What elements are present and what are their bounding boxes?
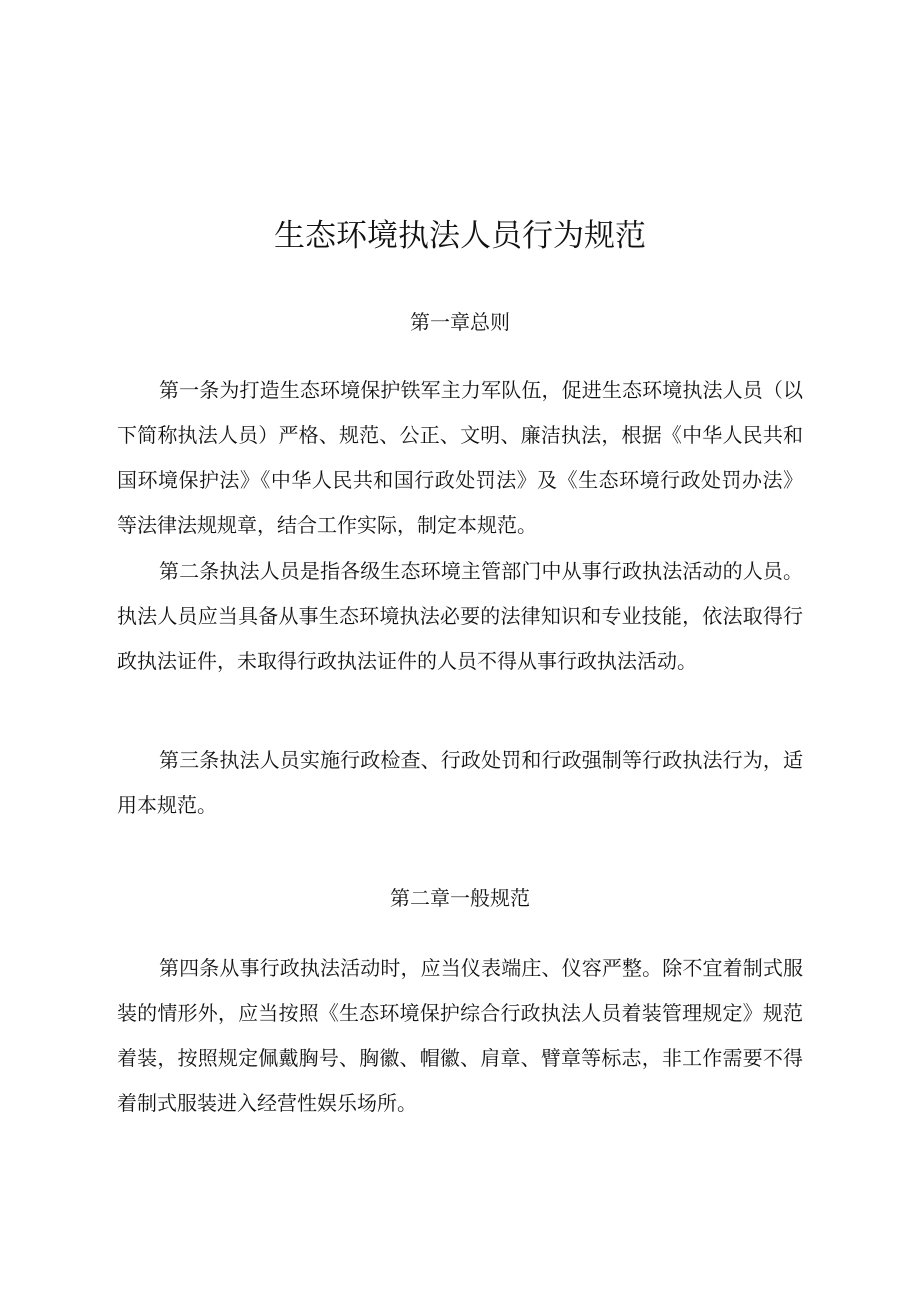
document-title: 生态环境执法人员行为规范 bbox=[274, 218, 646, 254]
article-2: 第二条执法人员是指各级生态环境主管部门中从事行政执法活动的人员。执法人员应当具备从事生态环境执法必要的法律知识和专业技能，依法取得行政执法证件，未取得行政执法证件的人员不得从事行政执法活动。 bbox=[117, 559, 803, 673]
chapter-heading-general-norms: 第二章一般规范 bbox=[390, 886, 530, 910]
article-3: 第三条执法人员实施行政检查、行政处罚和行政强制等行政执法行为，适用本规范。 bbox=[117, 748, 803, 817]
chapter-heading-general-provisions: 第一章总则 bbox=[410, 310, 510, 334]
article-4: 第四条从事行政执法活动时，应当仪表端庄、仪容严整。除不宜着制式服装的情形外，应当按照《生态环境保护综合行政执法人员着装管理规定》规范着装，按照规定佩戴胸号、胸徽、帽徽、肩章、臂章等标志，非工作需要不得着制式服装进入经营性娱乐场所。 bbox=[117, 956, 803, 1115]
article-1: 第一条为打造生态环境保护铁军主力军队伍，促进生态环境执法人员（以下简称执法人员）严格、规范、公正、文明、廉洁执法，根据《中华人民共和国环境保护法》《中华人民共和国行政处罚法》及《生态环境行政处罚办法》等法律法规规章，结合工作实际，制定本规范。 bbox=[117, 378, 803, 537]
